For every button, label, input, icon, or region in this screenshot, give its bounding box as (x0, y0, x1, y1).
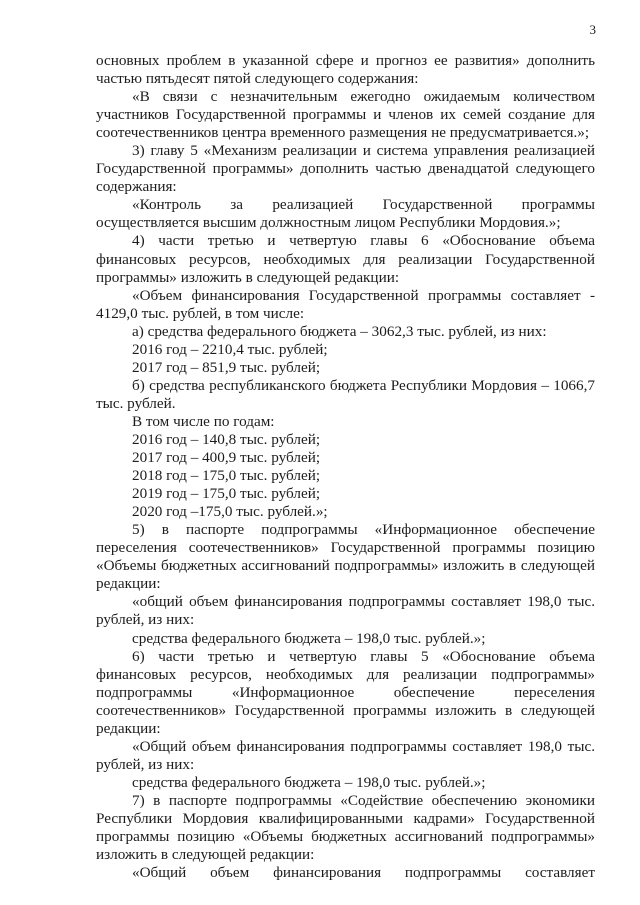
paragraph: 4) части третью и четвертую главы 6 «Обоснование объема финансовых ресурсов, необходимых для реализации Государственной программы» изложить в следующей редакции: (96, 232, 595, 286)
page-number: 3 (589, 22, 596, 37)
paragraph: «Общий объем финансирования подпрограммы составляет (132, 864, 595, 882)
paragraph: средства федерального бюджета – 198,0 тыс. рублей.»; (132, 773, 486, 791)
paragraph: «В связи с незначительным ежегодно ожидаемым количеством участников Государственной программы и членов их семей создание для соотечественников центра временного размещения не предусматривается.»; (96, 88, 595, 142)
paragraph: 7) в паспорте подпрограммы «Содействие обеспечению экономики Республики Мордовия квалифицированными кадрами» Государственной программы позицию «Объемы бюджетных ассигнований подпрограммы» изложить в следующей редакции: (96, 791, 595, 864)
paragraph: б) средства республиканского бюджета Республики Мордовия – 1066,7 тыс. рублей. (96, 376, 595, 412)
paragraph: «Контроль за реализацией Государственной программы осуществляется высшим должностным лицом Республики Мордовия.»; (96, 196, 595, 232)
document-body (96, 52, 595, 882)
paragraph: 2017 год – 400,9 тыс. рублей; (132, 449, 321, 467)
paragraph: 2016 год – 2210,4 тыс. рублей; (132, 340, 328, 358)
paragraph: 2017 год – 851,9 тыс. рублей; (132, 358, 321, 376)
paragraph: 2018 год – 175,0 тыс. рублей; (132, 467, 321, 485)
paragraph: «общий объем финансирования подпрограммы составляет 198,0 тыс. рублей, из них: (96, 593, 595, 629)
paragraph: 6) части третью и четвертую главы 5 «Обоснование объема финансовых ресурсов, необходимых для реализации подпрограммы» подпрограммы «Информационное обеспечение переселения соотечественников» Государственной программы изложить в следующей редакции: (96, 647, 595, 737)
paragraph: «Объем финансирования Государственной программы составляет - 4129,0 тыс. рублей, в том числе: (96, 286, 595, 322)
paragraph: 5) в паспорте подпрограммы «Информационное обеспечение переселения соотечественников» Государственной программы позицию «Объемы бюджетных ассигнований подпрограммы» изложить в следующей редакции: (96, 521, 595, 593)
paragraph: а) средства федерального бюджета – 3062,3 тыс. рублей, из них: (132, 322, 547, 340)
paragraph: средства федерального бюджета – 198,0 тыс. рублей.»; (132, 629, 486, 647)
paragraph: 2020 год –175,0 тыс. рублей.»; (132, 503, 328, 521)
paragraph: 3) главу 5 «Механизм реализации и система управления реализацией Государственной программы» дополнить частью двенадцатой следующего содержания: (96, 142, 595, 196)
paragraph: «Общий объем финансирования подпрограммы составляет 198,0 тыс. рублей, из них: (96, 737, 595, 773)
paragraph: 2019 год – 175,0 тыс. рублей; (132, 485, 321, 503)
paragraph: В том числе по годам: (132, 412, 275, 430)
paragraph: 2016 год – 140,8 тыс. рублей; (132, 430, 321, 448)
paragraph: основных проблем в указанной сфере и прогноз ее развития» дополнить частью пятьдесят пятой следующего содержания: (96, 52, 595, 88)
